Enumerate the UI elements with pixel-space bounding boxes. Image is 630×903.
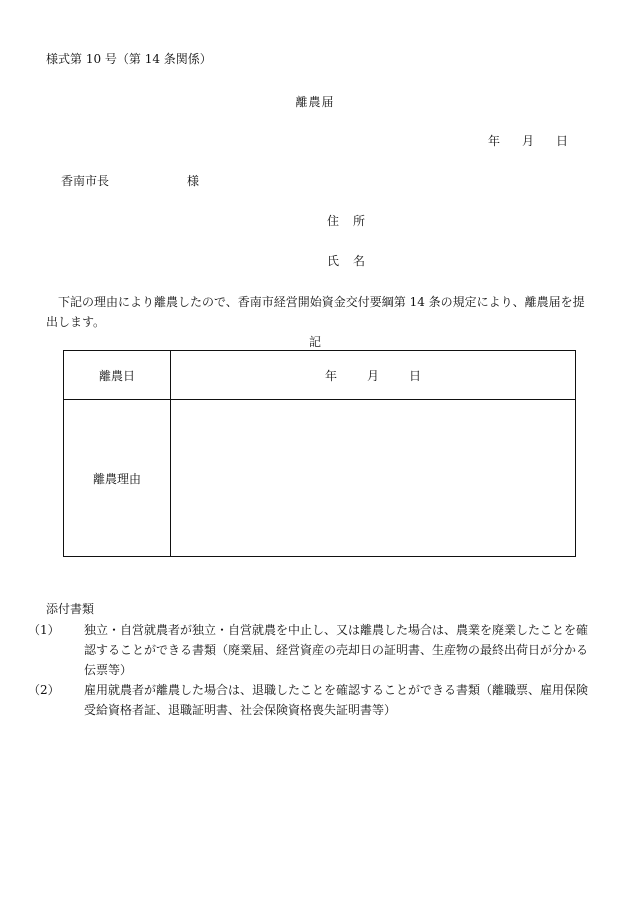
- attachment-item-text: 独立・自営就農者が独立・自営就農を中止し、又は離農した場合は、農業を廃業したことを確認することができる書類（廃業届、経営資産の売却日の証明書、生産物の最終出荷日が分かる伝票等）: [84, 623, 589, 677]
- name-field-label: [327, 252, 365, 269]
- submission-date: [488, 132, 568, 149]
- addressee-honorific: 様: [187, 174, 200, 188]
- name-label-char-1: 氏: [327, 254, 340, 268]
- attachments-heading: 添付書類: [46, 602, 95, 616]
- date-day-label: 日: [556, 134, 569, 148]
- retirement-date-value: [171, 351, 576, 400]
- retirement-date-row: [64, 351, 576, 400]
- retirement-reason-row: [64, 400, 576, 557]
- body-text: 下記の理由により離農したので、香南市経営開始資金交付要綱第 14 条の規定により、離農届を提出します。: [46, 295, 585, 329]
- attachment-item-number: （2）: [28, 683, 60, 697]
- attachment-item-text: 雇用就農者が離農した場合は、退職したことを確認することができる書類（離職票、雇用保険受給資格者証、退職証明書、社会保険資格喪失証明書等）: [84, 683, 589, 717]
- attachment-item-number: （1）: [28, 623, 60, 637]
- name-label-char-2: 名: [353, 254, 366, 268]
- retirement-reason-value: [171, 400, 576, 557]
- document-title: 離農届: [295, 95, 335, 109]
- attachment-item: [28, 620, 588, 680]
- address-label-char-2: 所: [353, 214, 366, 228]
- ki-heading: 記: [308, 335, 321, 349]
- addressee-name: 香南市長: [61, 174, 110, 188]
- retirement-reason-label: 離農理由: [64, 400, 171, 557]
- addressee: [61, 172, 199, 189]
- attachment-item: [28, 680, 588, 720]
- address-field-label: [327, 212, 365, 229]
- date-year-label: 年: [488, 134, 501, 148]
- form-number: 様式第 10 号（第 14 条関係）: [46, 52, 212, 66]
- retirement-date-label: 離農日: [64, 351, 171, 400]
- address-label-char-1: 住: [327, 214, 340, 228]
- retirement-day-label: 日: [409, 368, 422, 383]
- retirement-month-label: 月: [366, 368, 379, 383]
- detail-table: [63, 350, 576, 557]
- retirement-year-label: 年: [324, 368, 337, 383]
- date-month-label: 月: [522, 134, 535, 148]
